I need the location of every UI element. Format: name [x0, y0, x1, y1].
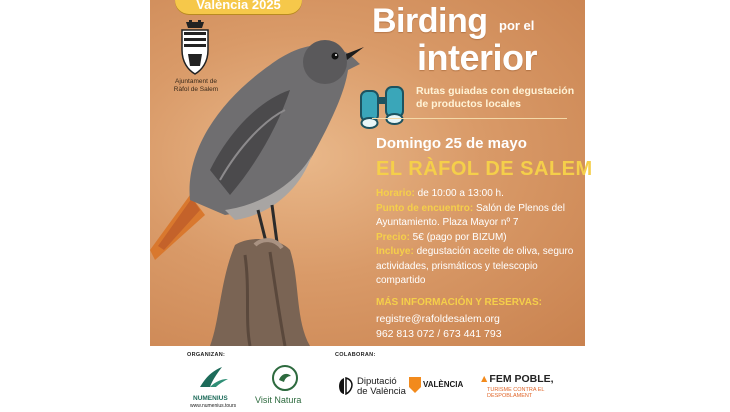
detail-value: 5€ (pago por BIZUM) [409, 231, 507, 243]
detail-value: de 10:00 a 13:00 h. [414, 188, 504, 199]
fem-poble-sub2: DESPOBLAMENT [487, 393, 533, 399]
title-interior: interior [417, 37, 538, 78]
collaborators-label: COLABORAN: [335, 352, 376, 358]
visit-natura-name: Visit Natura [255, 395, 302, 405]
detail-label: Punto de encuentro: [376, 202, 474, 214]
diputacio-line2: de València [357, 386, 406, 397]
detail-label: Precio: [376, 231, 410, 243]
year-badge: València 2025 [175, 0, 302, 14]
town-label-line1: Ajuntament de [175, 78, 217, 85]
contact-email[interactable]: registre@rafoldesalem.org [376, 313, 500, 325]
title-birding: Birding [372, 2, 488, 40]
diputacio-logo-icon [337, 377, 353, 395]
detail-label: Horario: [376, 188, 415, 199]
contact-info [376, 312, 502, 342]
event-details [376, 187, 581, 289]
town-label-line2: Ràfol de Salem [173, 86, 219, 93]
fem-poble-title: FEM POBLE, [489, 373, 554, 385]
more-info-heading: MÁS INFORMACIÓN Y RESERVAS: [376, 297, 542, 308]
diputacio-line1: Diputació [357, 376, 397, 387]
numenius-url: www.numenius.tours [190, 403, 237, 409]
subtitle: Rutas guiadas con degustación de productos locales [416, 85, 575, 110]
detail-price [376, 231, 581, 246]
event-date: Domingo 25 de mayo [376, 135, 527, 152]
detail-schedule [376, 187, 581, 202]
title-por-el: por el [499, 18, 535, 33]
valencia-name: VALÈNCIA [423, 380, 464, 389]
fem-poble-sub1: TURISME CONTRA EL [487, 387, 545, 393]
town-crest-icon [178, 20, 212, 78]
visit-natura-logo-icon [271, 364, 299, 392]
diputacio-name [357, 377, 406, 397]
detail-value: degustación aceite de oliva, seguro actividades, prismáticos y telescopio compartido [376, 246, 574, 286]
fem-poble-name [479, 373, 554, 385]
detail-value: Salón de Plenos del Ayuntamiento. Plaza Mayor nº 7 [376, 202, 565, 228]
fem-poble-mark: ▲ [479, 373, 490, 385]
numenius-name: NUMENIUS [193, 395, 228, 402]
detail-label: Incluye: [376, 246, 414, 257]
divider [372, 118, 567, 119]
organizers-label: ORGANIZAN: [187, 352, 226, 358]
town-council-label [166, 78, 226, 94]
valencia-logo-icon [409, 377, 421, 393]
numenius-logo-icon [196, 363, 232, 391]
contact-phones[interactable]: 962 813 072 / 673 441 793 [376, 328, 502, 340]
detail-includes [376, 245, 581, 289]
event-place: EL RÀFOL DE SALEM [376, 158, 593, 180]
fem-poble-subtitle [487, 387, 544, 399]
binoculars-icon [358, 85, 408, 131]
detail-meeting-point [376, 202, 581, 231]
